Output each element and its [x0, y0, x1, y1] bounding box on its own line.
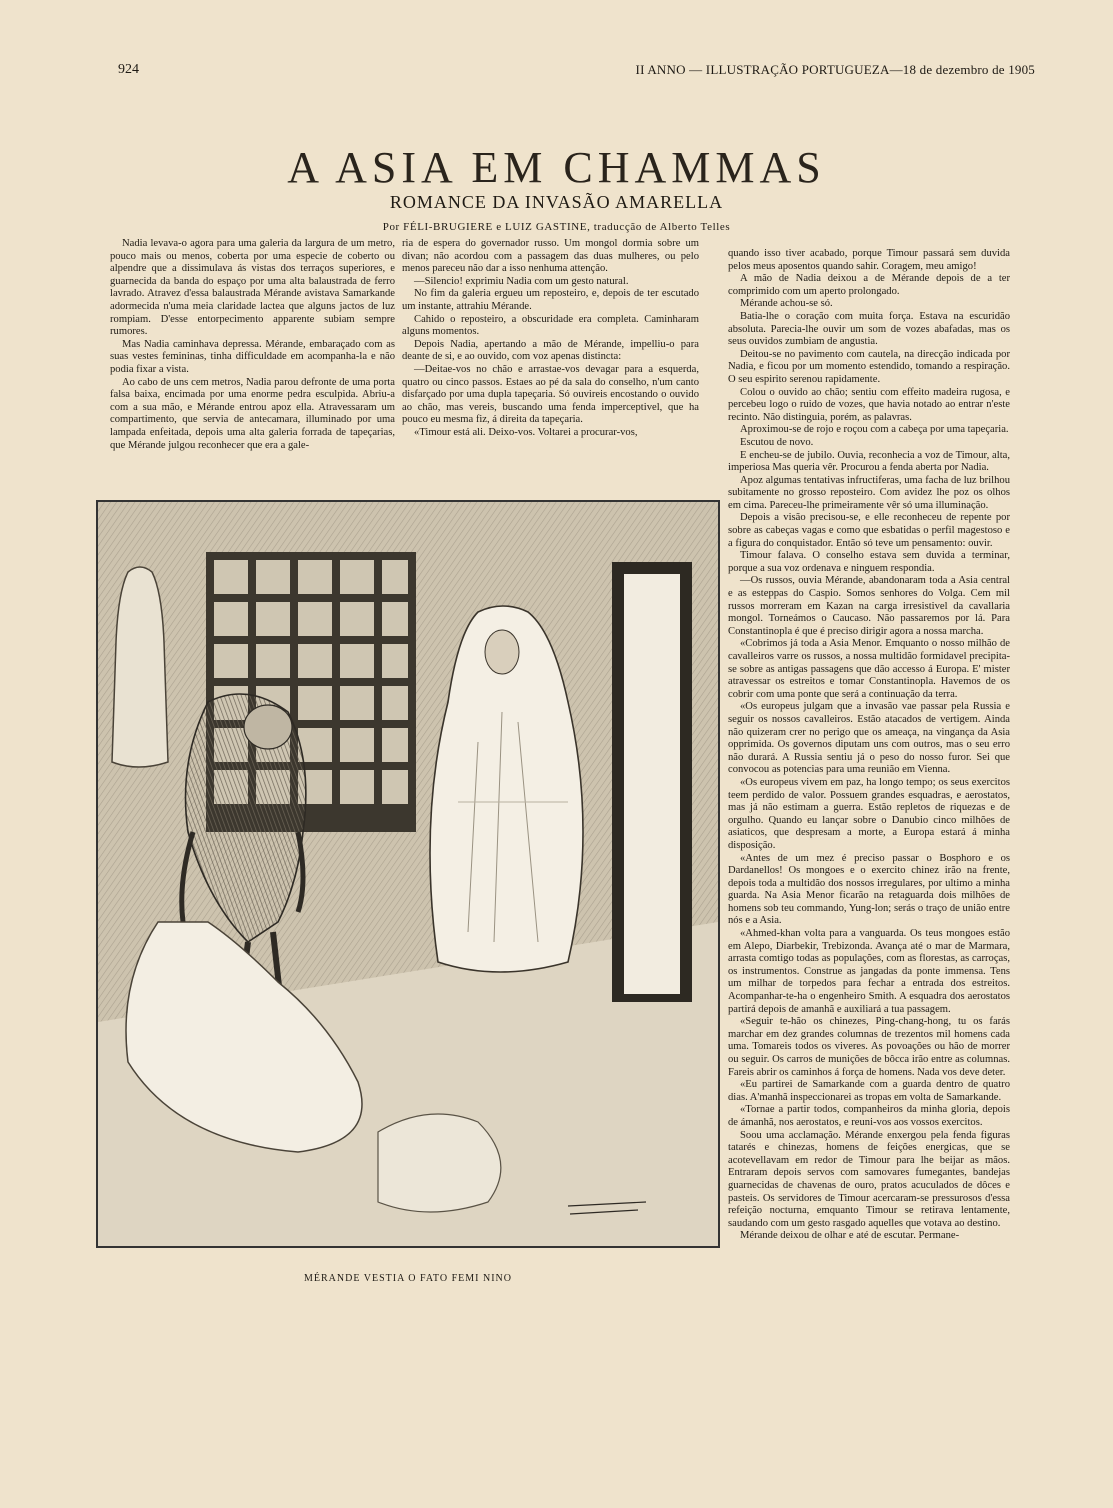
article-title: A ASIA EM CHAMMAS — [287, 143, 826, 192]
article-byline: Por FÉLI-BRUGIERE e LUIZ GASTINE, traducção de Alberto Telles — [382, 221, 731, 233]
paragraph: quando isso tiver acabado, porque Timour passará sem duvida pelos meus aposentos quando sahir. Coragem, meu amigo! — [728, 248, 1010, 272]
paragraph: «Os europeus julgam que a invasão vae passar pela Russia e seguir os nossos cavalleiros. Estão atacados de vertigem. Ainda não quizeram crer no perigo que os ameaça, na vingança da Asia opprimida. Os governos diputam uns com outros, mas o seu erro não durará. A Russia sentiu já o peso do nosso furor. Sei que convocou as potencias para uma reunião em Vienna. — [728, 701, 1010, 776]
paragraph: Escutou de novo. — [740, 436, 814, 448]
illustration-drawing — [98, 502, 718, 1246]
paragraph: «Timour está ali. Deixo-vos. Voltarei a procurar-vos, — [414, 426, 638, 438]
paragraph: Mas Nadia caminhava depressa. Mérande, embaraçado com as suas vestes femininas, tinha difficuldade em acompanha-la e não podia fixar a vista. — [110, 338, 395, 375]
paragraph: Soou uma acclamação. Mérande enxergou pela fenda figuras tatarés e chinezas, homens de feições energicas, que se acotevellavam em redor de Timour para lhe beijar as mãos. Entraram depois servos com samovares fumegantes, bandejas guarnecidas de chavenas de ouro, pratos acuculados de dôces e pasteis. Os servidores de Timour acercaram-se pressurosos d'essa refeição nocturna, emquanto Timour se retirava lentamente, saudando com um gesto rasgado aquelles que votava ao destino. — [728, 1129, 1010, 1229]
paragraph: «Os europeus vivem em paz, ha longo tempo; os seus exercitos teem perdido de valor. Possuem grandes esquadras, e aerostatos, mas já não estimam a guerra. Estão repletos de riquezas e de orgulho. Quando eu lançar sobre o Danubio cinco milhões de asiaticos, que despresam a morte, a Europa estará á minha disposição. — [728, 776, 1010, 851]
paragraph: «Eu partirei de Samarkande com a guarda dentro de quatro dias. A'manhã inspeccionarei as tropas em volta de Samarkande. — [728, 1079, 1010, 1103]
paragraph: ria de espera do governador russo. Um mongol dormia sobre um divan; não acordou com a passagem das duas mulheres, ou pelo menos pareceu não dar a isso nenhuma attenção. — [402, 238, 699, 275]
paragraph: Apoz algumas tentativas infructiferas, uma facha de luz brilhou subitamente no grosso reposteiro. Com avidez lhe poz os olhos em cima. Pareceu-lhe primeiramente vêr só uma illuminação. — [728, 474, 1010, 511]
text-column-2 — [402, 238, 699, 440]
paragraph: Mérande achou-se só. — [740, 298, 833, 310]
paragraph: Depois a visão precisou-se, e elle reconheceu de repente por sobre as cabeças vagas e como que esbatidas o perfil magestoso e a figura do conquistador. Então só teve um pensamento: ouvir. — [728, 512, 1010, 549]
text-column-3 — [728, 248, 1010, 1243]
paragraph: Mérande deixou de olhar e até de escutar. Permane- — [740, 1230, 960, 1242]
paragraph: Cahido o reposteiro, a obscuridade era completa. Caminharam alguns momentos. — [402, 313, 699, 338]
article-subtitle: ROMANCE DA INVASÃO AMARELLA — [389, 192, 724, 212]
paragraph: —Silencio! exprimiu Nadia com um gesto natural. — [414, 275, 629, 287]
paragraph: Ao cabo de uns cem metros, Nadia parou defronte de uma porta falsa baixa, encimada por uma enorme pedra esculpida. Abriu-a com a sua mão, e Mérande entrou apoz ella. Atravessaram um compartimento, que servia de antecamara, illuminado por uma lampada enfeitada, depois uma alta galeria forrada de tapeçarias, que Mérande julgou reconhecer que era a gale- — [110, 376, 395, 451]
running-head: II ANNO — ILLUSTRAÇÃO PORTUGUEZA—18 de dezembro de 1905 — [635, 62, 1035, 77]
paragraph: «Cobrimos já toda a Asia Menor. Emquanto o nosso milhão de cavalleiros varre os russos, a nossa multidão formidavel precipita-se sobre as antigas passagens que dão accesso á Europa. E' mister atravessar os estreitos e tomar Constantinopla. Havemos de os cobrir com uma ponte que será a continuação da terra. — [728, 638, 1010, 700]
doorway — [612, 562, 692, 1002]
page-number: 924 — [118, 62, 139, 77]
paragraph: A mão de Nadia deixou a de Mérande depois de a ter comprimido com um aperto prolongado. — [728, 273, 1010, 297]
paragraph: Deitou-se no pavimento com cautela, na direcção indicada por Nadia, e ficou por um momento estendido, tomando a respiração. O seu espirito serenou rapidamente. — [728, 348, 1010, 385]
paragraph: Depois Nadia, apertando a mão de Mérande, impelliu-o para deante de si, e ao ouvido, com voz apenas distincta: — [402, 338, 699, 363]
paragraph: —Deitae-vos no chão e arrastae-vos devagar para a esquerda, quatro ou cinco passos. Estaes ao pé da sala do conselho, n'um canto disfarçado por uma dupla tapeçaria. Só ouvireis encostando o ouvido ao chão, mas vereis, buscando uma fenda imperceptivel, que ha pouco eu mesma fiz, á direita da tapeçaria. — [402, 363, 699, 426]
paragraph: Aproximou-se de rojo e roçou com a cabeça por uma tapeçaria. — [740, 424, 1009, 436]
paragraph: Colou o ouvido ao chão; sentiu com effeito madeira rugosa, e percebeu logo o ruido de vozes, que havia notado ao entrar n'este recinto. Não distinguia, porém, as palavras. — [728, 386, 1010, 423]
paragraph: Timour falava. O conselho estava sem duvida a terminar, porque a sua voz ordenava e ninguem respondia. — [728, 550, 1010, 574]
illustration-caption: MÉRANDE VESTIA O FATO FEMI NINO — [304, 1273, 512, 1284]
paragraph: Batia-lhe o coração com muita força. Estava na escuridão absoluta. Parecia-lhe ouvir um som de vozes abafadas, mas os seus ouvidos zumbiam de angustia. — [728, 310, 1010, 348]
paragraph: «Antes de um mez é preciso passar o Bosphoro e os Dardanellos! Os mongoes e o exercito chinez irão na frente, depois toda a multidão dos nossos irregulares, por ultimo a minha guarda. Na Asia Menor ficarão na retaguarda dois milhões de homens sob teu commando, Yung-lon; serás o traço de união entre nós e a Asia. — [728, 852, 1010, 927]
illustration — [96, 500, 720, 1248]
paragraph: «Seguir te-hão os chinezes, Ping-chang-hong, tu os farás marchar em dez grandes columnas de trezentos mil homens cada uma. Tomareis todos os viveres. As povoações ou hão de morrer ou seguir. Os carros de munições de bôcca irão entre as columnas. Fareis abrir os caminhos á força de homens. Nada vos deve deter. — [728, 1016, 1010, 1078]
paragraph: «Tornae a partir todos, companheiros da minha gloria, depois de ámanhã, nos aerostatos, e reuni-vos aos vossos exercitos. — [728, 1104, 1010, 1128]
text-column-1 — [110, 238, 395, 452]
paragraph: E encheu-se de jubilo. Ouvia, reconhecia a voz de Timour, alta, imperiosa Mas queria vêr. Procurou a fenda aberta por Nadia. — [728, 449, 1010, 474]
paragraph: Nadia levava-o agora para uma galeria da largura de um metro, pouco mais ou menos, coberta por uma especie de coberto ou alpendre que a dissimulava ás vistas dos terraços superiores, e guarnecida da banda do espaço por uma alta balaustrada de ferro lavrado. Atravez d'essa balaustrada Mérande avistava Samarkande adormecida n'uma meia claridade lactea que alguns jactos de luz rompiam. D'esse entorpecimento apparente subiam sempre rumores. — [110, 238, 395, 338]
paragraph: —Os russos, ouvia Mérande, abandonaram toda a Asia central e as esteppas do Caspio. Somos senhores do Volga. Cem mil russos morreram em Kazan na carga irresistivel da cavallaria mongol. Torneámos o Caucaso. Não passaremos por lá. Para Constantinopla é que é preciso dirigir agora a nossa marcha. — [728, 575, 1010, 637]
paragraph: «Ahmed-khan volta para a vanguarda. Os teus mongoes estão em Alepo, Diarbekir, Trebizonda. Avança até o mar de Marmara, arrasta comtigo todas as populações, com as florestas, as carroças, os instrumentos. Construe as jangadas da ponte immensa. Tens um milhar de torpedos para fechar a entrada dos estreitos. Acompanhar-te-ha o engenheiro Smith. A esquadra dos aerostatos partirá depois de amanhã e auxiliará a tua passagem. — [728, 928, 1010, 1015]
paragraph: No fim da galeria ergueu um reposteiro, e, depois de ter escutado um instante, attrahiu Mérande. — [402, 288, 699, 312]
